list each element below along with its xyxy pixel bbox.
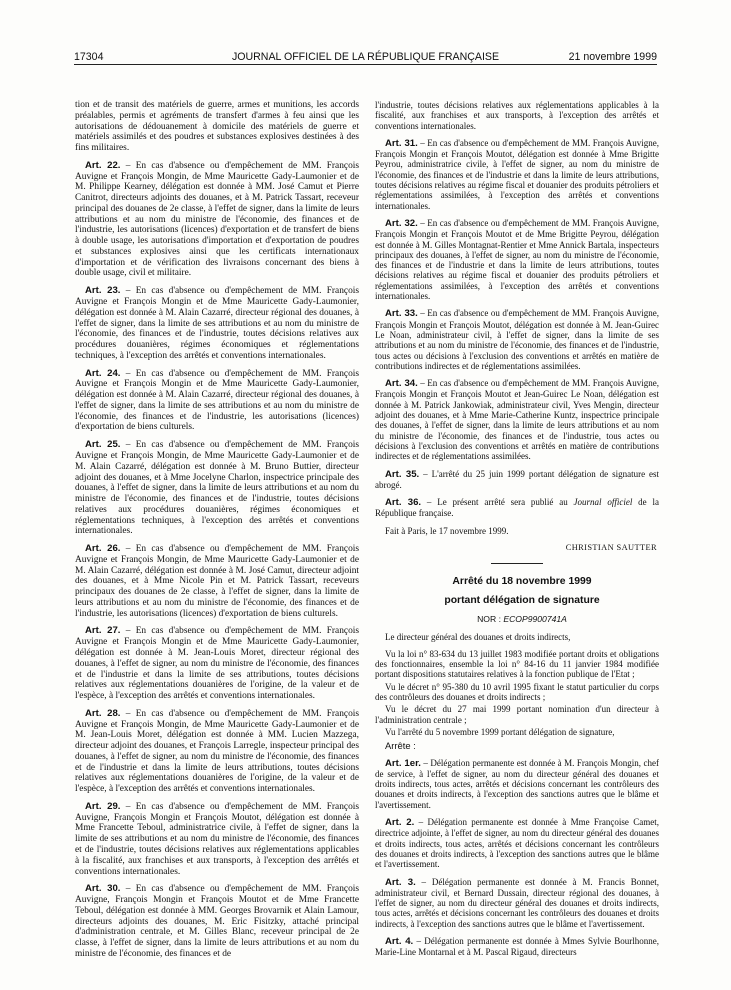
- article-label: Art. 2.: [385, 817, 415, 829]
- section-separator: [491, 563, 543, 564]
- article-text: – En cas d'absence ou d'empêchement de MM. François Auvigne et François Mongin et de Mme Mauricette Gady-Laumonier, délégation est donnée à M. Alain Cazarré, directeur régional des douanes, à l'effet de signer, dans la limite de ses attributions et au nom du ministre de l'économie, des finances et de l'industrie, toutes décisions relatives aux procédures douanières, régimes économiques et réglementations techniques, à l'exception des arrêtés et conventions internationales.: [75, 286, 360, 361]
- article: [75, 802, 359, 877]
- header-rule: [74, 64, 657, 65]
- article: [75, 440, 359, 537]
- article-label: Art. 4.: [385, 936, 414, 947]
- article: [75, 286, 359, 361]
- article: [375, 138, 659, 211]
- article: [375, 877, 659, 929]
- article-text: – En cas d'absence ou d'empêchement de MM. François Auvigne, François Mongin et François Moutot, délégation est donnée à Mme Brigitte Peyrou, administratrice civile, à l'effet de signer, au nom du ministre de l'économie, des finances et de l'industrie et dans la limite de leurs attributions, toutes décisions relatives au régime fiscal et douanier des produits pétroliers et réglementations assimilées, à l'exception des arrêtés et conventions internationales.: [375, 137, 659, 211]
- nor-code: ECOP9900741A: [503, 614, 567, 625]
- page-number: 17304: [74, 51, 104, 63]
- article: [375, 497, 659, 519]
- article-text: – Délégation permanente est donnée à Mmes Sylvie Bourlhonne, Marie-Line Montarnal et à M. Pascal Rigaud, directeurs: [375, 936, 659, 958]
- article-text: – L'arrêté du 25 juin 1999 portant délégation de signature est abrogé.: [375, 468, 660, 490]
- left-column: [75, 100, 359, 967]
- left-article-list: [75, 161, 359, 960]
- article: [75, 884, 359, 959]
- place-date: Fait à Paris, le 17 novembre 1999.: [385, 525, 509, 536]
- article-text: – Délégation permanente est donnée à Mme Françoise Camet, directrice adjointe, à l'effet de signer, au nom du directeur général des douanes et droits indirects, tous actes, arrêtés et décisions concernant les contrôleurs des douanes et droits indirects, à l'exception des sanctions autres que le blâme et l'avertissement.: [375, 817, 659, 870]
- article: [75, 544, 359, 619]
- article-text: – Délégation permanente est donnée à M. Francis Bonnet, administrateur civil, et Bernard Dussain, directeur régional des douanes, à l'effet de signer, au nom du directeur général des douanes et droits indirects, tous actes, arrêtés et décisions concernant les contrôleurs des douanes et droits indirects, à l'exception des sanctions autres que le blâme et l'avertissement.: [375, 876, 659, 929]
- article-text: – En cas d'absence ou d'empêchement de MM. François Auvigne, François Mongin et François Moutot et de Mme Brigitte Peyrou, délégation est donnée à M. Gilles Montagnat-Rentier et Mme Annick Bartala, inspecteurs principaux des douanes, à l'effet de signer, au nom du ministre de l'économie, des finances et de l'industrie et dans la limite de leurs attributions, toutes décisions relatives au régime fiscal et douanier des produits pétroliers et réglementations assimilées, à l'exception des arrêtés et conventions internationales.: [375, 217, 659, 302]
- article-text: – En cas d'absence ou d'empêchement de MM. François Auvigne, François Mongin et François Moutot, délégation est donnée à M. Jean-Guirec Le Noan, administrateur civil, à l'effet de signer, dans la limite de ses attributions et au nom du ministre de l'économie, des finances et de l'industrie, tous actes ou décisions à l'exclusion des conventions et arrêtés en matière de contributions indirectes et de réglementations assimilées.: [375, 308, 659, 371]
- article-text: – Délégation permanente est donnée à M. François Mongin, chef de service, à l'effet de signer, au nom du directeur général des douanes et droits indirects, tous actes, arrêtés et décisions concernant les contrôleurs des douanes et droits indirects, à l'exception des sanctions autres que le blâme et l'avertissement.: [375, 757, 659, 810]
- article-text: – En cas d'absence ou d'empêchement de MM. François Auvigne et François Mongin, de Mme Mauricette Gady-Laumonier et de M. Alain Cazarré, délégation est donnée à M. Bruno Buttier, directeur adjoint des douanes, et à Mme Jocelyne Charlon, inspectrice principale des douanes, à l'effet de signer, dans la limite de leurs attributions et au nom du ministre de l'économie, des finances et de l'industrie, toutes décisions relatives aux procédures douanières, régimes économiques et réglementations techniques, à l'exception des arrêtés et conventions internationales.: [75, 440, 360, 537]
- article: [75, 709, 359, 795]
- journal-title: JOURNAL OFFICIEL DE LA RÉPUBLIQUE FRANÇAISE: [231, 51, 500, 63]
- article-label: Art. 1er.: [385, 757, 421, 769]
- decree-subtitle: portant délégation de signature: [444, 595, 600, 607]
- visa: Vu le décret du 27 mai 1999 portant nomination d'un directeur à l'administration centrale ;: [375, 704, 659, 725]
- article-text: – En cas d'absence ou d'empêchement de MM. François Auvigne, François Mongin et François Moutot, délégation est donnée à Mme Francette Teboul, administratrice civile, à l'effet de signer, dans la limite de ses attributions et au nom du ministre de l'économie, des finances et de l'industrie, toutes décisions relatives aux réglementations applicables à la fiscalité, aux franchises et aux transports, à l'exception des arrêtés et conventions internationales.: [75, 801, 360, 877]
- article: [75, 369, 359, 434]
- article: [375, 936, 659, 958]
- visas: [375, 649, 659, 737]
- article-text: – En cas d'absence ou d'empêchement de MM. François Auvigne et François Mongin, de Mme Mauricette Gady-Laumonier et de M. Alain Cazarré, délégation est donnée à M. José Camut, directeur adjoint des douanes, et à Mme Nicole Pin et M. Patrick Tassart, receveurs principaux des douanes de 2e classe, à l'effet de signer, dans la limite de leurs attributions et au nom du ministre de l'économie, des finances et de l'industrie, les autorisations (licences) d'exportation de biens culturels.: [75, 544, 360, 619]
- article-label: Art. 28.: [85, 707, 121, 719]
- article-label: Art. 24.: [85, 367, 121, 379]
- article-label: Art. 34.: [385, 378, 418, 390]
- article: [375, 469, 659, 491]
- article-text: – En cas d'absence ou d'empêchement de MM. François Auvigne et François Mongin, de Mme Mauricette Gady-Laumonier et de M. Jean-Louis Moret, délégation est donnée à MM. Lucien Mazzega, directeur adjoint des douanes, et François Larregle, inspecteur principal des douanes, à l'effet de signer, au nom du ministre de l'économie, des finances et de l'industrie et dans la limite de leurs attributions, toutes décisions relatives aux réglementations douanières de l'origine, de la valeur et de l'espèce, à l'exception des arrêtés et conventions internationales.: [75, 708, 360, 795]
- visa: Vu la loi n° 83-634 du 13 juillet 1983 modifiée portant droits et obligations des fonctionnaires, ensemble la loi n° 84-16 du 11 janvier 1984 modifiée portant dispositions statutaires relatives à la fonction publique de l'Etat ;: [375, 648, 659, 680]
- article-label: Art. 3.: [385, 876, 416, 888]
- article-label: Art. 29.: [85, 800, 121, 812]
- continued-paragraph: l'industrie, toutes décisions relatives aux réglementations applicables à la fiscalité, aux franchises et aux transports, à l'exception des arrêtés et conventions internationales.: [375, 100, 659, 131]
- article-label: Art. 26.: [85, 543, 121, 555]
- article-text: – En cas d'absence ou d'empêchement de MM. François Auvigne et François Mongin et de Mme Mauricette Gady-Laumonier, délégation est donnée à M. Jean-Louis Moret, directeur régional des douanes, à l'effet de signer, au nom du ministre de l'économie, des finances et de l'industrie et dans la limite de ses attributions, toutes décisions relatives aux réglementations douanières de l'origine, de la valeur et de l'espèce, à l'exception des arrêtés et conventions internationales.: [75, 626, 360, 702]
- article: [375, 218, 659, 301]
- article-label: Art. 33.: [385, 308, 418, 320]
- article-text: – En cas d'absence ou d'empêchement de MM. François Auvigne, François Mongin et François Moutot et de Mme Francette Teboul, délégation est donnée à MM. Georges Brovarnik et Alain Lamour, directeurs adjoints des douanes, M. Eric Fisitzky, attaché principal d'administration centrale, et M. Gilles Blanc, receveur principal de 2e classe, à l'effet de signer, dans la limite de leurs attributions et au nom du ministre de l'économie, des finances et de: [75, 884, 360, 959]
- article: [375, 378, 659, 461]
- right-column: [375, 100, 659, 965]
- preamble: Le directeur général des douanes et droits indirects,: [385, 631, 571, 642]
- article-label: Art. 25.: [85, 439, 121, 451]
- issue-date: 21 novembre 1999: [568, 51, 657, 63]
- article-label: Art. 23.: [85, 285, 121, 297]
- article: [75, 626, 359, 701]
- arrete-heading: Arrête :: [385, 740, 416, 752]
- nor-label: NOR :: [477, 614, 504, 625]
- article-label: Art. 35.: [385, 468, 420, 480]
- article-text-end: de la République française.: [375, 497, 659, 519]
- continued-paragraph: tion et de transit des matériels de guerre, armes et munitions, les accords préalables, permis et agréments de transfert d'armes à feu ainsi que les autorisations de dédouanement à domicile des matériels de guerre et matériels assimilés et des poudres et substances explosives destinées à des fins militaires.: [75, 100, 359, 154]
- article-text: – Le présent arrêté sera publié au: [421, 497, 574, 508]
- nor-reference: [375, 614, 659, 624]
- article-label: Art. 30.: [85, 883, 121, 895]
- article: [75, 161, 359, 279]
- article-label: Art. 36.: [385, 497, 422, 509]
- journal-name: Journal officiel: [573, 497, 633, 508]
- article-label: Art. 32.: [385, 217, 418, 229]
- visa: Vu l'arrêté du 5 novembre 1999 portant délégation de signature,: [385, 726, 615, 737]
- article-text: – En cas d'absence ou d'empêchement de MM. François Auvigne et François Mongin, de Mme Mauricette Gady-Laumonier et de M. Philippe Kearney, délégation est donnée à MM. José Camut et Pierre Canitrot, directeurs adjoints des douanes, et à M. Patrick Tassart, receveur principal des douanes de 2e classe, à l'effet de signer, dans la limite de leurs attributions et au nom du ministre de l'économie, des finances et de l'industrie, les autorisations (licences) d'exportation et de transfert de biens à double usage, les autorisations d'importation et d'exportation de poudres et substances explosives ainsi que les certificats internationaux d'importation et de vérification des livraisons concernant des biens à double usage, civil et militaire.: [75, 160, 360, 279]
- article-label: Art. 27.: [85, 625, 121, 637]
- article-label: Art. 22.: [85, 159, 121, 171]
- article-text: – En cas d'absence ou d'empêchement de MM. François Auvigne et François Mongin et de Mme Mauricette Gady-Laumonier, délégation est donnée à M. Alain Cazarré, directeur régional des douanes, à l'effet de signer, dans la limite de ses attributions et au nom du ministre de l'économie, des finances et de l'industrie, les autorisations (licences) d'exportation de biens culturels.: [75, 368, 360, 433]
- decree-title: Arrêté du 18 novembre 1999: [452, 576, 592, 588]
- article-text: – En cas d'absence ou d'empêchement de MM. François Auvigne, François Mongin et François Moutot et Jean-Guirec Le Noan, délégation est donnée à M. Patrick Jankowiak, administrateur civil, Yves Mengin, directeur adjoint des douanes, et à Mme Marie-Catherine Kuntz, inspectrice principale des douanes, à l'effet de signer, dans la limite de leurs attributions et au nom du ministre de l'économie, des finances et de l'industrie, tous actes ou décisions à l'exclusion des conventions et arrêtés en matière de contributions indirectes et de réglementations assimilées.: [375, 378, 659, 462]
- article: [375, 308, 659, 371]
- article: [375, 817, 659, 869]
- visa: Vu le décret n° 95-380 du 10 avril 1995 fixant le statut particulier du corps des contrôleurs des douanes et droits indirects ;: [375, 681, 659, 703]
- article-label: Art. 31.: [385, 137, 418, 149]
- signature: CHRISTIAN SAUTTER: [565, 542, 657, 552]
- article: [375, 758, 659, 810]
